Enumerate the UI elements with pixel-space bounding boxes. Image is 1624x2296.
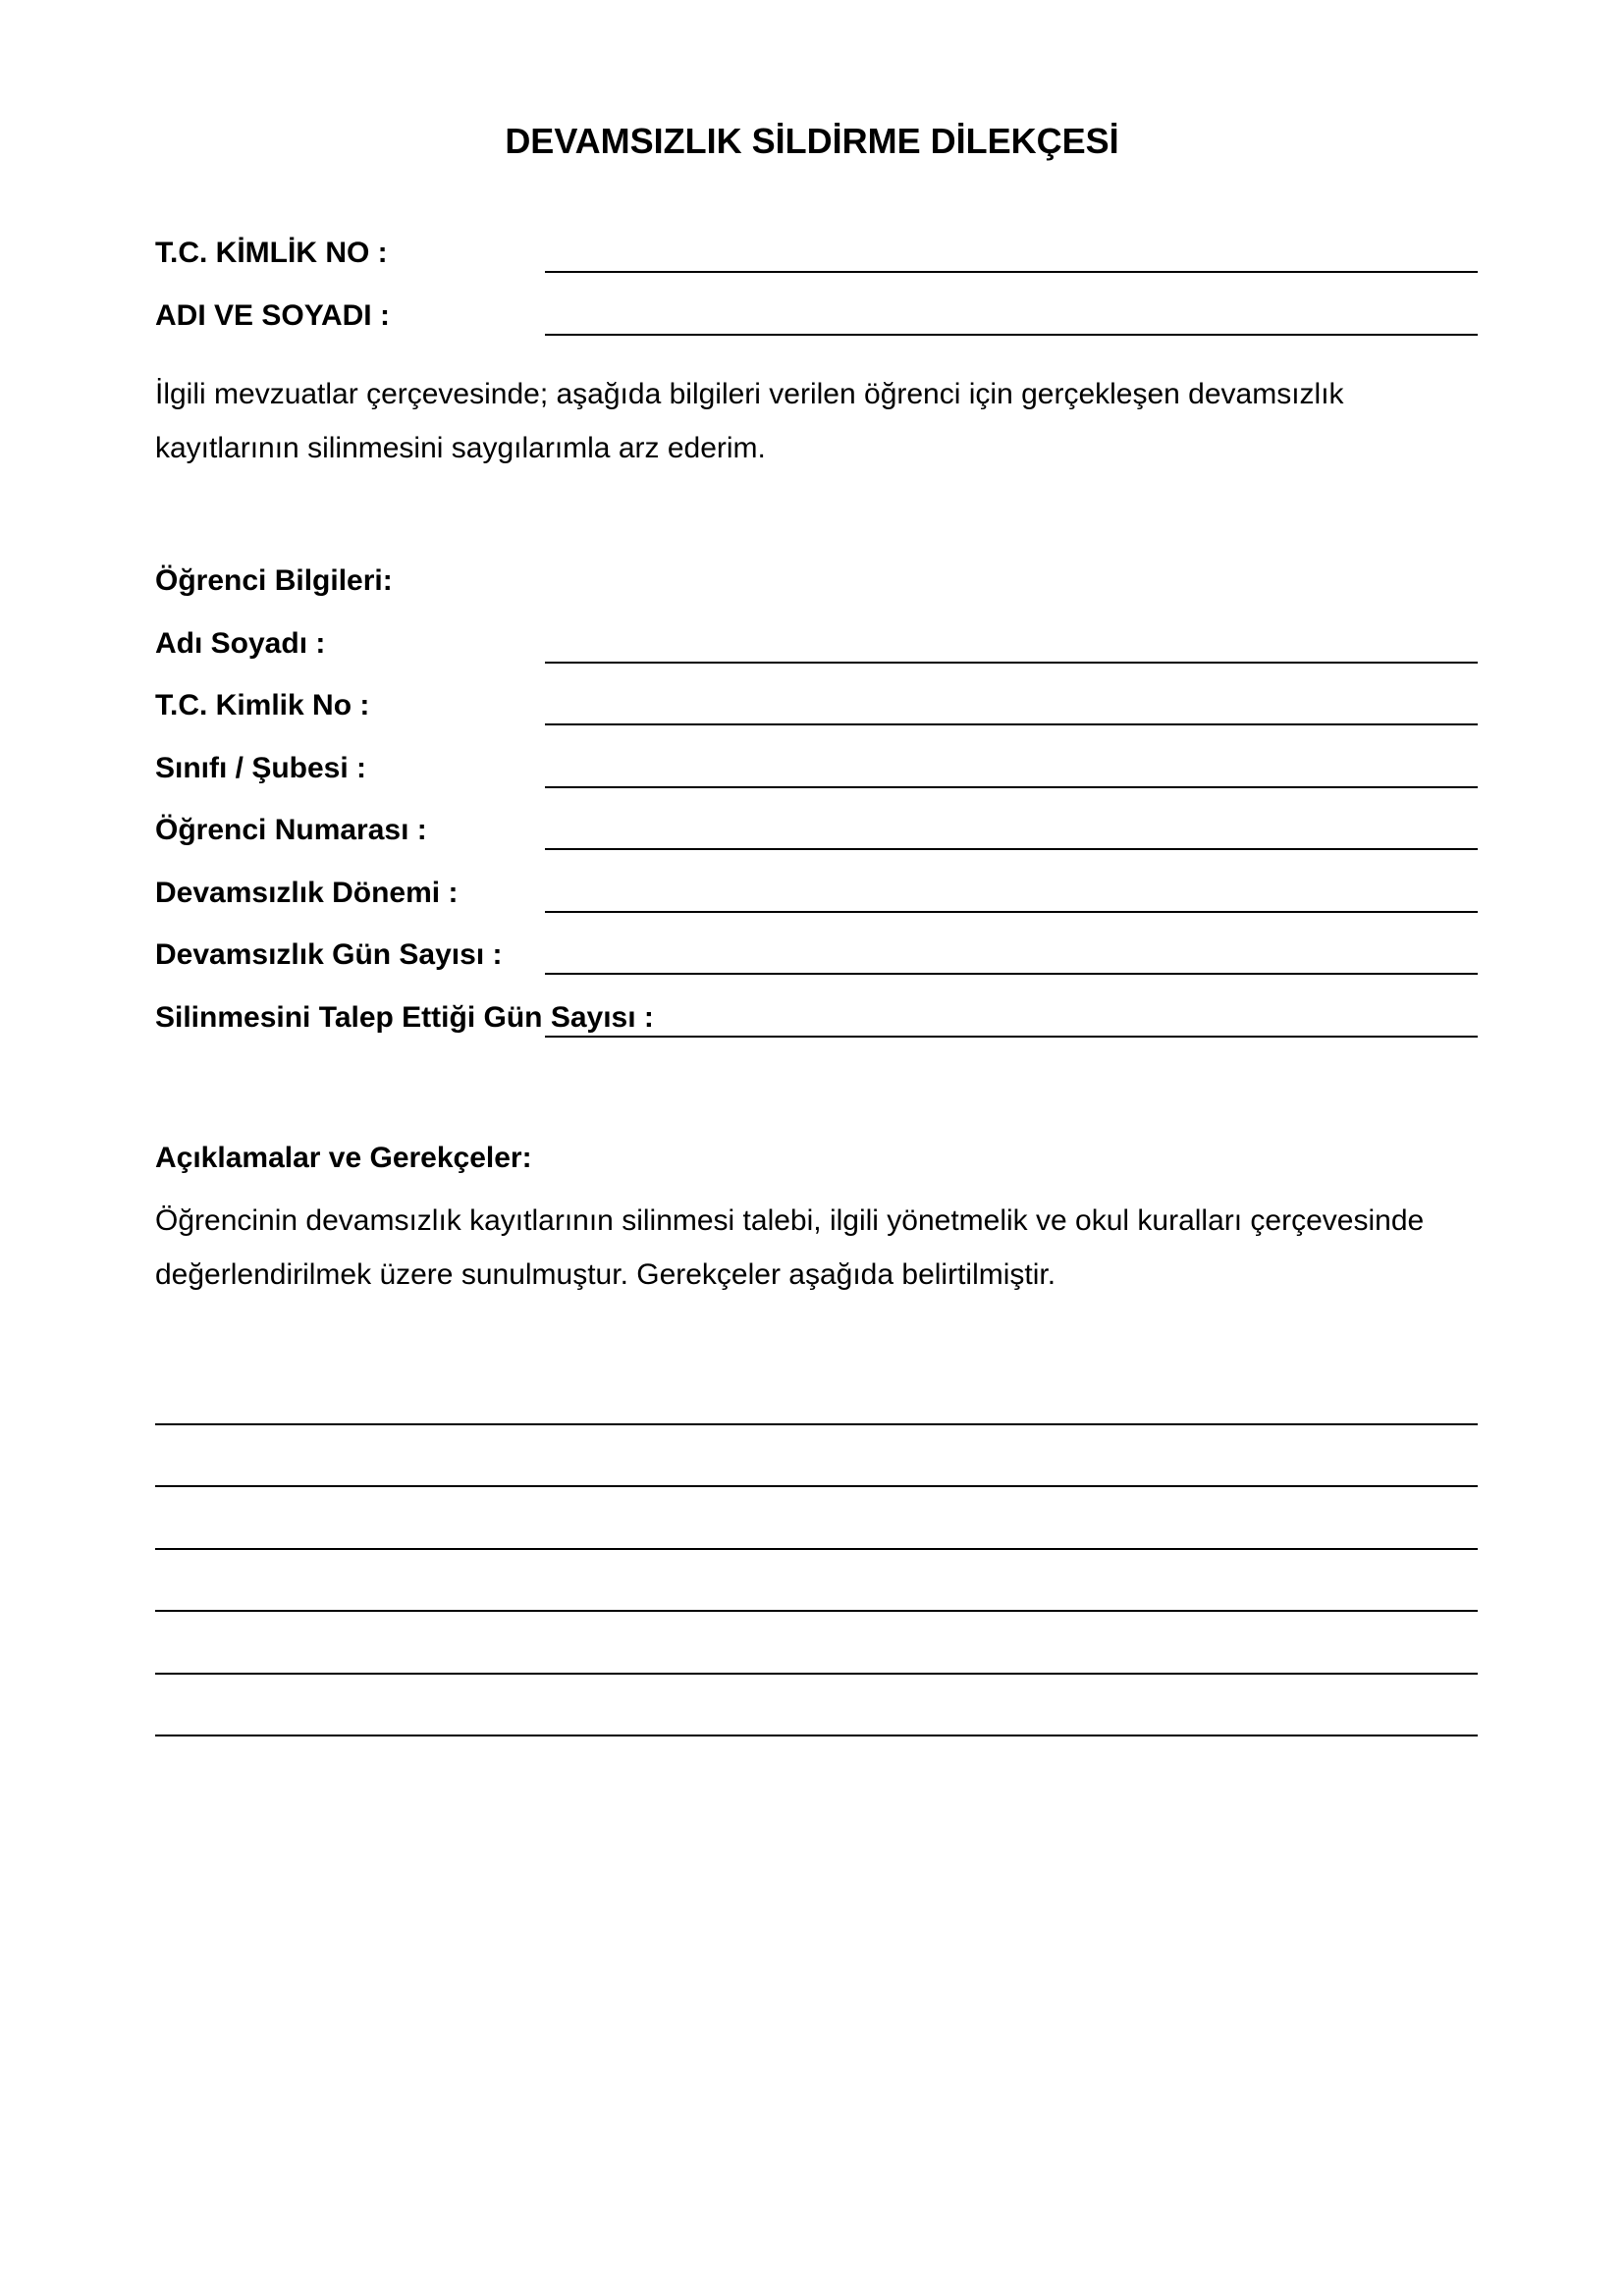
applicant-name-field[interactable] [545, 334, 1478, 336]
student-name-label: Adı Soyadı : [155, 627, 326, 660]
absence-period-field[interactable] [545, 911, 1478, 913]
reason-line[interactable] [155, 1548, 1478, 1550]
explanations-heading: Açıklamalar ve Gerekçeler: [155, 1142, 532, 1174]
reason-line[interactable] [155, 1423, 1478, 1425]
student-tc-field[interactable] [545, 723, 1478, 725]
student-number-field[interactable] [545, 848, 1478, 850]
requested-days-field[interactable] [545, 1036, 1478, 1038]
requested-days-label: Silinmesini Talep Ettiği Gün Sayısı : [155, 1001, 654, 1034]
intro-line-2: kayıtlarının silinmesini saygılarımla arz ederim. [155, 432, 766, 464]
applicant-name-label: ADI VE SOYADI : [155, 299, 390, 332]
explanations-line-1: Öğrencinin devamsızlık kayıtlarının silinmesi talebi, ilgili yönetmelik ve okul kuralları çerçevesinde [155, 1204, 1425, 1237]
applicant-tc-field[interactable] [545, 271, 1478, 273]
student-class-field[interactable] [545, 786, 1478, 788]
student-class-label: Sınıfı / Şubesi : [155, 752, 367, 784]
reason-line[interactable] [155, 1485, 1478, 1487]
reason-line[interactable] [155, 1673, 1478, 1675]
reason-line[interactable] [155, 1735, 1478, 1736]
student-info-heading: Öğrenci Bilgileri: [155, 564, 393, 597]
explanations-line-2: değerlendirilmek üzere sunulmuştur. Gerekçeler aşağıda belirtilmiştir. [155, 1258, 1056, 1291]
student-name-field[interactable] [545, 662, 1478, 664]
applicant-tc-label: T.C. KİMLİK NO : [155, 237, 388, 269]
reason-line[interactable] [155, 1610, 1478, 1612]
student-tc-label: T.C. Kimlik No : [155, 689, 370, 721]
absence-period-label: Devamsızlık Dönemi : [155, 877, 459, 909]
document-title: DEVAMSIZLIK SİLDİRME DİLEKÇESİ [505, 121, 1119, 161]
student-number-label: Öğrenci Numarası : [155, 814, 427, 846]
absence-days-field[interactable] [545, 973, 1478, 975]
absence-days-label: Devamsızlık Gün Sayısı : [155, 938, 503, 971]
intro-line-1: İlgili mevzuatlar çerçevesinde; aşağıda bilgileri verilen öğrenci için gerçekleşen devamsızlık [155, 378, 1344, 410]
